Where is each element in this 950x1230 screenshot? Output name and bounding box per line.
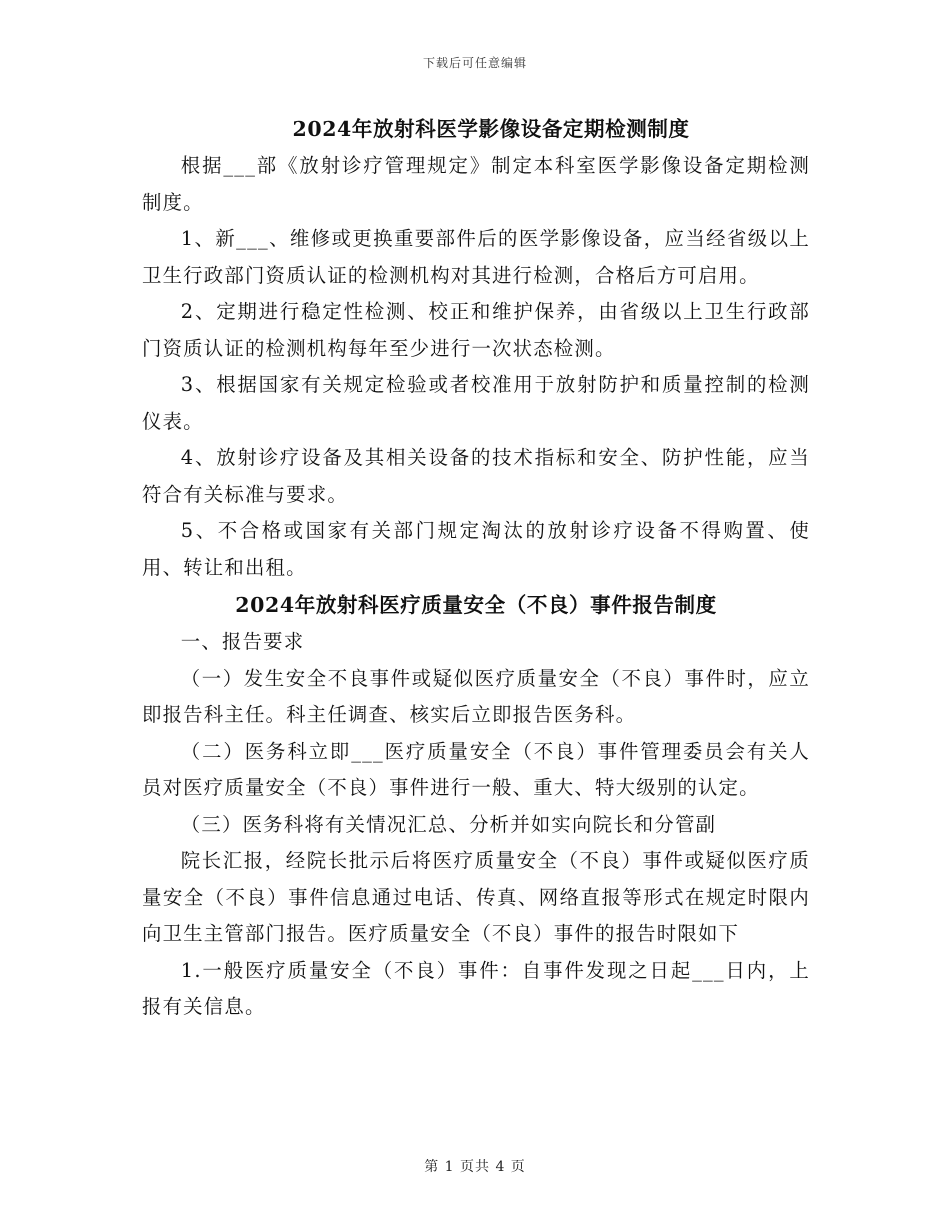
page-footer: 第 1 页共 4 页 — [424, 1159, 526, 1175]
paragraph: 根据___部《放射诊疗管理规定》制定本科室医学影像设备定期检测制度。 — [142, 154, 810, 214]
section-title-equipment-testing: 2024年放射科医学影像设备定期检测制度 — [292, 117, 690, 141]
paragraph: 一、报告要求 — [180, 630, 305, 653]
page-header: 下载后可任意编辑 — [422, 56, 527, 70]
paragraph: 2、定期进行稳定性检测、校正和维护保养，由省级以上卫生行政部门资质认证的检测机构每年至少进行一次状态检测。 — [142, 300, 810, 360]
paragraph: 1、新___、维修或更换重要部件后的医学影像设备，应当经省级以上卫生行政部门资质认证的检测机构对其进行检测，合格后方可启用。 — [142, 227, 810, 287]
paragraph: （三）医务科将有关情况汇总、分析并如实向院长和分管副 — [180, 812, 717, 836]
paragraph: （一）发生安全不良事件或疑似医疗质量安全（不良）事件时，应立即报告科主任。科主任调查、核实后立即报告医务科。 — [142, 666, 810, 726]
paragraph: 4、放射诊疗设备及其相关设备的技术指标和安全、防护性能，应当符合有关标准与要求。 — [142, 446, 810, 506]
section-title-adverse-event-reporting: 2024年放射科医疗质量安全（不良）事件报告制度 — [235, 593, 717, 617]
paragraph: 1.一般医疗质量安全（不良）事件：自事件发现之日起___日内，上报有关信息。 — [142, 958, 810, 1018]
document-body — [142, 110, 810, 1026]
paragraph: 5、不合格或国家有关部门规定淘汰的放射诊疗设备不得购置、使用、转让和出租。 — [142, 519, 810, 579]
paragraph: （二）医务科立即___医疗质量安全（不良）事件管理委员会有关人员对医疗质量安全（不良）事件进行一般、重大、特大级别的认定。 — [142, 739, 810, 799]
paragraph: 3、根据国家有关规定检验或者校准用于放射防护和质量控制的检测仪表。 — [142, 373, 810, 433]
paragraph: 院长汇报，经院长批示后将医疗质量安全（不良）事件或疑似医疗质量安全（不良）事件信息通过电话、传真、网络直报等形式在规定时限内向卫生主管部门报告。医疗质量安全（不良）事件的报告时限如下 — [142, 849, 810, 945]
